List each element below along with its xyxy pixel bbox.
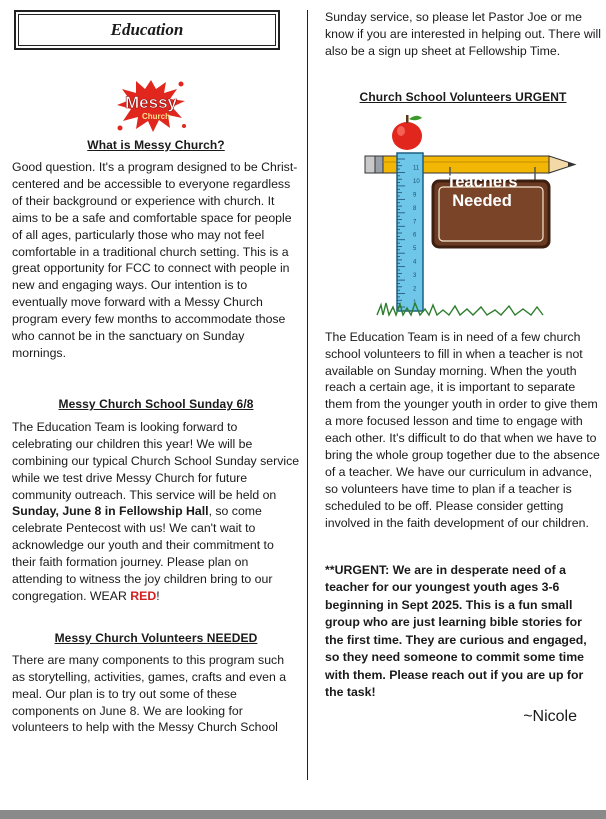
section-heading-school-sunday: Messy Church School Sunday 6/8 [58,396,254,411]
ruler-icon [397,153,423,311]
paragraph-volunteers: There are many components to this program such as storytelling, activities, games, crafts and even a meal. Our plan is to try out some of these components on June 8. We are looking for volunteers to help with the Messy Church School [12,652,287,735]
ruler-number: 5 [413,245,417,252]
page-title: Education [110,20,184,39]
left-column [12,10,300,736]
ruler-number: 1 [413,299,417,306]
section-heading-what-is: What is Messy Church? [87,138,225,152]
right-column [325,10,601,726]
pencil-eraser-icon [365,156,375,173]
ruler-number: 2 [413,286,417,293]
apple-icon [392,122,422,150]
section-title-box [14,10,280,50]
paint-splat-logo-icon [114,76,188,134]
ruler-pencil-apple-icon [325,105,601,325]
paragraph-what-is: Good question. It's a program designed to be Christ-centered and be accessible to everyone regardless of their background or experience with church. It aims to be a safe and comfortable space for people of all ages, particularly those who may not feel comfortable in a traditional church setting. This is a great opportunity for FCC to connect with people in new and engaging ways. Our intention is to eventually move forward with a Messy Church program every few months to accommodate those who cannot be in the sanctuary on Sunday mornings. [12,160,298,360]
text-span: The Education Team is looking forward to celebrating our children this year! We will be combining our typical Church School Sunday service while we test drive Messy Church for future community outreach. This service will be held on [12,419,300,502]
ruler-number: 9 [413,192,417,199]
ruler-number: 7 [413,218,417,225]
logo-subword: Church [142,112,170,121]
ruler-number: 8 [413,205,417,212]
sign-line-1: Teachers [446,172,518,191]
sign-line-2: Needed [452,191,512,210]
red-emphasis: RED [130,588,157,603]
paragraph-school-sunday [12,419,300,605]
ruler-number: 11 [413,165,420,172]
column-divider [307,10,308,780]
ruler-number: 6 [413,232,417,239]
ruler-number: 10 [413,178,420,185]
ruler-number: 4 [413,259,417,266]
logo-word: Messy [125,93,177,112]
signature: ~Nicole [523,707,577,725]
section-heading-urgent: Church School Volunteers URGENT [359,89,567,104]
paragraph-volunteers-needed: The Education Team is in need of a few church school volunteers to fill in when a teacher is not available on Sunday morning. When the youth reach a certain age, it is important to separate them from the younger youth in order to give them a more focused lesson and time to engage with each other. It's difficult to do that when we have to bring the whole group together due to the absence of a teacher. We have our curriculum in advance, so volunteers have time to plan if a teacher is scheduled to be off. Please consider getting involved in the faith development of our children. [325,329,600,530]
bold-date-location: Sunday, June 8 in Fellowship Hall [12,504,209,519]
ruler-number: 3 [413,272,417,279]
page-bottom-bar [0,810,606,819]
urgent-notice: **URGENT: We are in desperate need of a teacher for our youngest youth ages 3-6 beginning in Sept 2025. This is a fun small group who are just learning bible stories for the first time. They are curious and engaged, so they need someone to commit some time with them. Please reach out if you are up for the task! [325,562,587,700]
sign-text [437,173,527,211]
text-span: , so come celebrate Pentecost with us! We can't wait to acknowledge our youth and their commitment to their faith formation journey. Please plan on attending to witness the joy children bring to our congregation. WEAR [12,504,274,603]
teachers-needed-illustration [325,105,601,325]
paragraph-continued: Sunday service, so please let Pastor Joe or me know if you are interested in helping out. There will also be a sign up sheet at Fellowship Time. [325,10,601,58]
messy-church-logo [12,76,300,136]
text-span: ! [156,588,160,603]
section-heading-volunteers: Messy Church Volunteers NEEDED [54,630,258,645]
